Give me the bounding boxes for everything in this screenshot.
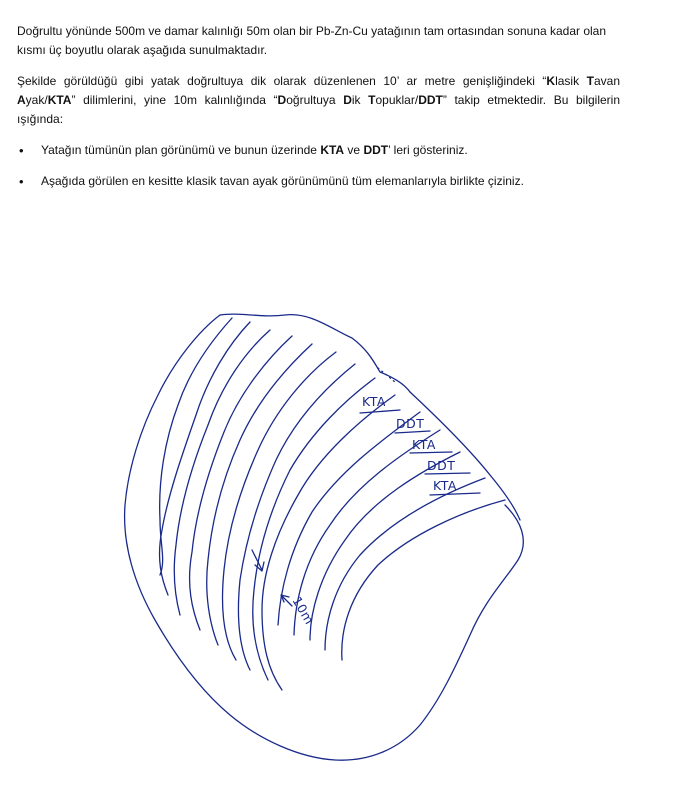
label-line bbox=[395, 431, 430, 433]
label-kta: KTA bbox=[433, 478, 457, 493]
slice-line bbox=[294, 430, 440, 635]
slice-line bbox=[253, 378, 375, 680]
dimension-label: 10m bbox=[289, 594, 318, 628]
label-line bbox=[360, 410, 400, 413]
label-ddt: DDT bbox=[396, 416, 425, 431]
slice-line bbox=[190, 336, 292, 630]
ore-body-outline bbox=[125, 315, 524, 760]
task-item: • Yatağın tümünün plan görünümü ve bunun üzerinde KTA ve DDT’ leri gösteriniz. bbox=[17, 141, 627, 160]
slice-line bbox=[160, 322, 250, 595]
task-item: • Aşağıda görülen en kesitte klasik tavan ayak görünümünü tüm elemanlarıyla birlikte çiziniz. bbox=[17, 172, 627, 191]
slice-line bbox=[262, 395, 395, 690]
intro-paragraph: Doğrultu yönünde 500m ve damar kalınlığı 50m olan bir Pb-Zn-Cu yatağının tam ortasından sonuna kadar olan kısmı üç boyutlu olarak aşağıda sunulmaktadır. bbox=[17, 24, 607, 57]
label-line bbox=[425, 473, 470, 474]
label-line bbox=[410, 452, 452, 453]
slice-line bbox=[325, 478, 485, 650]
dotted-edge bbox=[378, 368, 395, 382]
label-line bbox=[430, 493, 480, 495]
label-kta: KTA bbox=[362, 394, 386, 409]
description-paragraph: Şekilde görüldüğü gibi yatak doğrultuya dik olarak düzenlenen 10’ ar metre genişliğindeki “Klasik Tavan Ayak/KTA” dilimlerini, yine 10m kalınlığında “Doğrultuya Dik Topuklar/DDT” takip etmektedir. Bu bilgilerin ışığında: bbox=[17, 74, 620, 126]
label-ddt: DDT bbox=[427, 458, 456, 473]
slice-line bbox=[342, 500, 505, 660]
slice-line bbox=[160, 318, 232, 575]
label-kta: KTA bbox=[412, 437, 436, 452]
